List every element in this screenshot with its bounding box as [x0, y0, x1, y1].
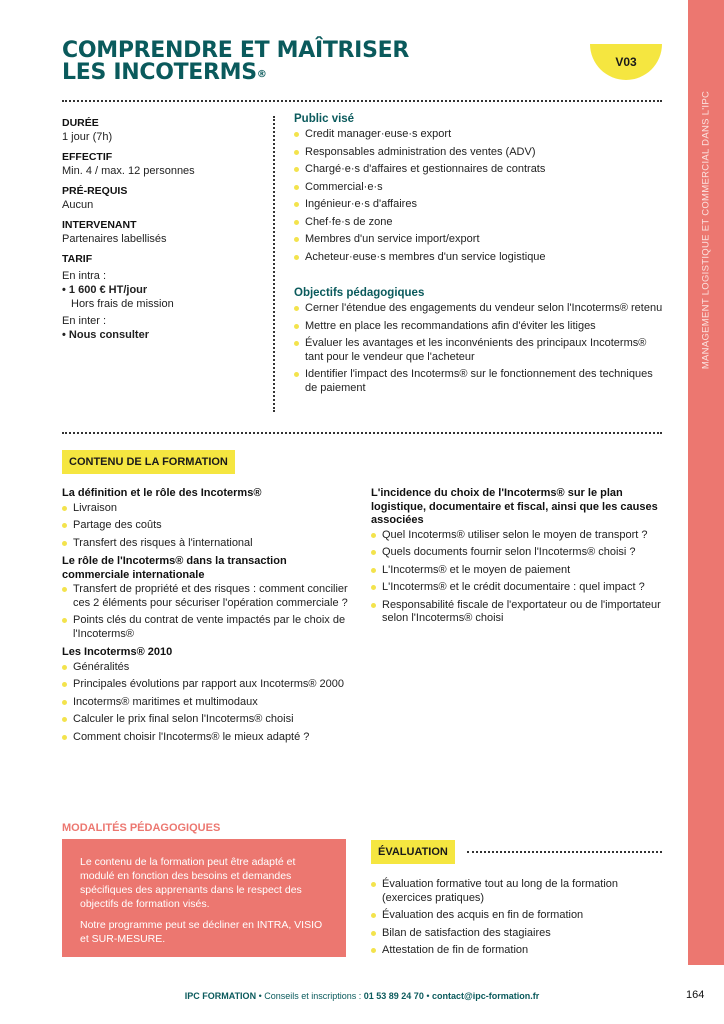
list-item	[294, 146, 664, 160]
list-item	[62, 661, 352, 675]
list-item	[371, 878, 671, 905]
public-heading: Public visé	[294, 113, 355, 125]
bullet-icon	[294, 341, 299, 346]
bullet-icon	[371, 550, 376, 555]
info-panel	[62, 116, 262, 342]
evaluation-heading-wrap	[371, 840, 455, 864]
divider-top	[62, 100, 662, 102]
list-item	[294, 181, 664, 195]
list-item-text: Attestation de fin de formation	[382, 944, 529, 956]
intervenant-value: Partenaires labellisés	[62, 233, 167, 245]
bullet-icon	[294, 372, 299, 377]
list-item-text: Bilan de satisfaction des stagiaires	[382, 926, 551, 939]
bullet-icon	[294, 255, 299, 260]
list-item-text: Identifier l'impact des Incoterms® sur le fonctionnement des techniques de paiement	[305, 368, 653, 394]
list-item-text: Transfert des risques à l'international	[73, 536, 253, 549]
tarif-intra-label: En intra :	[62, 270, 107, 282]
list-item-text: L'Incoterms® et le moyen de paiement	[382, 563, 571, 576]
list-item-text: Credit manager·euse·s export	[305, 128, 452, 140]
divider-middle	[62, 432, 662, 434]
list-item	[371, 599, 671, 626]
effectif-value: Min. 4 / max. 12 personnes	[62, 165, 195, 177]
footer	[0, 991, 724, 1001]
list-item	[62, 537, 352, 551]
duree-label: DURÉE	[62, 117, 99, 129]
list-item	[371, 546, 671, 560]
intervenant-label: INTERVENANT	[62, 219, 137, 231]
tarif-inter-label: En inter :	[62, 315, 107, 327]
contenu-group-list	[371, 529, 671, 626]
list-item-text: Cerner l'étendue des engagements du vendeur selon l'Incoterms® retenu	[305, 302, 663, 314]
bullet-icon	[62, 665, 67, 670]
list-item	[294, 320, 664, 334]
list-item	[294, 198, 664, 212]
list-item	[62, 696, 352, 710]
footer-brand: IPC FORMATION	[184, 991, 257, 1001]
prerequis-label: PRÉ-REQUIS	[62, 185, 128, 197]
divider-evaluation	[467, 851, 662, 853]
list-item	[294, 251, 664, 265]
version-badge: V03	[590, 44, 662, 80]
list-item	[294, 128, 664, 142]
list-item-text: Quel Incoterms® utiliser selon le moyen de transport ?	[382, 528, 648, 541]
contenu-heading-wrap	[62, 450, 235, 474]
modalites-box	[62, 839, 346, 957]
bullet-icon	[294, 237, 299, 242]
list-item-text: Membres d'un service import/export	[305, 233, 480, 245]
footer-email[interactable]: contact@ipc-formation.fr	[431, 991, 540, 1001]
contenu-group	[62, 487, 352, 550]
contenu-group-title: Les Incoterms® 2010	[62, 646, 173, 658]
contenu-group	[371, 487, 671, 626]
list-item	[371, 564, 671, 578]
list-item-text: L'Incoterms® et le crédit documentaire : quel impact ?	[382, 581, 645, 593]
list-item-text: Évaluation formative tout au long de la formation (exercices pratiques)	[382, 878, 619, 904]
list-item-text: Comment choisir l'Incoterms® le mieux adapté ?	[73, 730, 310, 743]
bullet-icon	[62, 618, 67, 623]
bullet-icon	[62, 506, 67, 511]
evaluation-section	[371, 878, 671, 962]
bullet-icon	[371, 931, 376, 936]
list-item	[62, 519, 352, 533]
bullet-icon	[62, 587, 67, 592]
title-line-1: COMPRENDRE ET MAÎTRISER	[62, 38, 409, 63]
bullet-icon	[62, 700, 67, 705]
list-item	[62, 678, 352, 692]
tarif-label: TARIF	[62, 253, 93, 265]
list-item-text: Chargé·e·s d'affaires et gestionnaires de contrats	[305, 163, 546, 175]
bullet-icon	[371, 882, 376, 887]
footer-phone[interactable]: 01 53 89 24 70	[363, 991, 424, 1001]
side-band-label: MANAGEMENT LOGISTIQUE ET COMMERCIAL DANS L'IPC	[700, 90, 712, 370]
list-item-text: Mettre en place les recommandations afin d'éviter les litiges	[305, 319, 596, 332]
list-item-text: Chef·fe·s de zone	[305, 215, 393, 228]
list-item	[62, 713, 352, 727]
list-item	[62, 583, 352, 610]
bullet-icon	[62, 717, 67, 722]
list-item	[62, 502, 352, 516]
bullet-icon	[62, 523, 67, 528]
contenu-group-title: L'incidence du choix de l'Incoterms® sur le plan logistique, documentaire et fiscal, ainsi que les causes associées	[371, 487, 658, 526]
registered-mark: ®	[256, 69, 267, 80]
list-item-text: Calculer le prix final selon l'Incoterms® choisi	[73, 713, 294, 725]
page-number: 164	[686, 989, 705, 1001]
contenu-group-list	[62, 502, 352, 551]
title-line-2: LES INCOTERMS	[62, 60, 257, 85]
list-item-text: Évaluation des acquis en fin de formation	[382, 909, 584, 921]
modalites-heading: MODALITÉS PÉDAGOGIQUES	[62, 822, 221, 834]
tarif-intra-note: Hors frais de mission	[71, 298, 174, 310]
bullet-icon	[294, 306, 299, 311]
list-item-text: Transfert de propriété et des risques : comment concilier ces 2 éléments pour sécuriser l'opération commerciale ?	[73, 583, 348, 609]
tarif-inter-value: • Nous consulter	[62, 329, 149, 341]
list-item-text: Commercial·e·s	[305, 180, 383, 193]
list-item-text: Principales évolutions par rapport aux Incoterms® 2000	[73, 678, 345, 690]
list-item	[294, 368, 664, 395]
list-item	[371, 529, 671, 543]
contenu-left-column	[62, 487, 352, 749]
list-item	[294, 163, 664, 177]
footer-separator: •	[256, 991, 265, 1001]
list-item-text: Ingénieur·e·s d'affaires	[305, 198, 417, 210]
list-item-text: Acheteur·euse·s membres d'un service logistique	[305, 250, 546, 263]
list-item-text: Points clés du contrat de vente impactés par le choix de l'Incoterms®	[73, 614, 346, 640]
bullet-icon	[371, 533, 376, 538]
list-item	[294, 216, 664, 230]
bullet-icon	[371, 913, 376, 918]
list-item	[294, 233, 664, 247]
modalites-paragraph-2: Notre programme peut se décliner en INTRA, VISIO et SUR-MESURE.	[80, 919, 323, 945]
bullet-icon	[294, 167, 299, 172]
list-item-text: Partage des coûts	[73, 519, 162, 531]
list-item	[62, 731, 352, 745]
evaluation-heading: ÉVALUATION	[371, 840, 455, 864]
effectif-label: EFFECTIF	[62, 151, 113, 163]
bullet-icon	[371, 948, 376, 953]
bullet-icon	[294, 150, 299, 155]
contenu-group-list	[62, 583, 352, 641]
list-item-text: Quels documents fournir selon l'Incoterms® choisi ?	[382, 546, 636, 558]
footer-label: Conseils et inscriptions :	[264, 991, 364, 1001]
list-item	[371, 581, 671, 595]
public-section	[294, 113, 664, 268]
contenu-group-title: La définition et le rôle des Incoterms®	[62, 487, 262, 499]
contenu-group	[62, 555, 352, 641]
bullet-icon	[294, 324, 299, 329]
list-item	[371, 927, 671, 941]
list-item-text: Responsabilité fiscale de l'exportateur ou de l'importateur selon l'Incoterms® choisi	[382, 598, 661, 624]
list-item-text: Livraison	[73, 501, 118, 514]
objectifs-list	[294, 302, 664, 395]
list-item-text: Responsables administration des ventes (ADV)	[305, 145, 536, 158]
bullet-icon	[371, 603, 376, 608]
bullet-icon	[371, 568, 376, 573]
bullet-icon	[294, 202, 299, 207]
list-item	[294, 337, 664, 364]
prerequis-value: Aucun	[62, 199, 94, 211]
bullet-icon	[62, 735, 67, 740]
list-item-text: Incoterms® maritimes et multimodaux	[73, 695, 258, 708]
objectifs-heading: Objectifs pédagogiques	[294, 287, 425, 299]
modalites-paragraph-1: Le contenu de la formation peut être adapté et modulé en fonction des besoins et demandes spécifiques des apprenants dans le respect des objectifs de formation visés.	[80, 856, 302, 910]
bullet-icon	[294, 185, 299, 190]
bullet-icon	[62, 682, 67, 687]
duree-value: 1 jour (7h)	[62, 131, 113, 143]
public-list	[294, 128, 664, 264]
contenu-group-title: Le rôle de l'Incoterms® dans la transaction commerciale internationale	[62, 555, 287, 581]
contenu-heading: CONTENU DE LA FORMATION	[62, 450, 235, 474]
list-item-text: Généralités	[73, 660, 130, 673]
list-item	[294, 302, 664, 316]
footer-separator: •	[423, 991, 432, 1001]
list-item	[62, 614, 352, 641]
bullet-icon	[294, 220, 299, 225]
page-title	[62, 40, 409, 84]
bullet-icon	[371, 585, 376, 590]
bullet-icon	[62, 541, 67, 546]
list-item	[371, 909, 671, 923]
list-item	[371, 944, 671, 958]
contenu-right-column	[371, 487, 671, 631]
evaluation-list	[371, 878, 671, 958]
contenu-group-list	[62, 661, 352, 745]
bullet-icon	[294, 132, 299, 137]
tarif-intra-price: • 1 600 € HT/jour	[62, 284, 148, 296]
objectifs-section	[294, 287, 664, 399]
list-item-text: Évaluer les avantages et les inconvénients des principaux Incoterms® tant pour le vendeur que l'acheteur	[305, 337, 647, 363]
divider-vertical	[273, 116, 275, 412]
contenu-group	[62, 646, 352, 744]
